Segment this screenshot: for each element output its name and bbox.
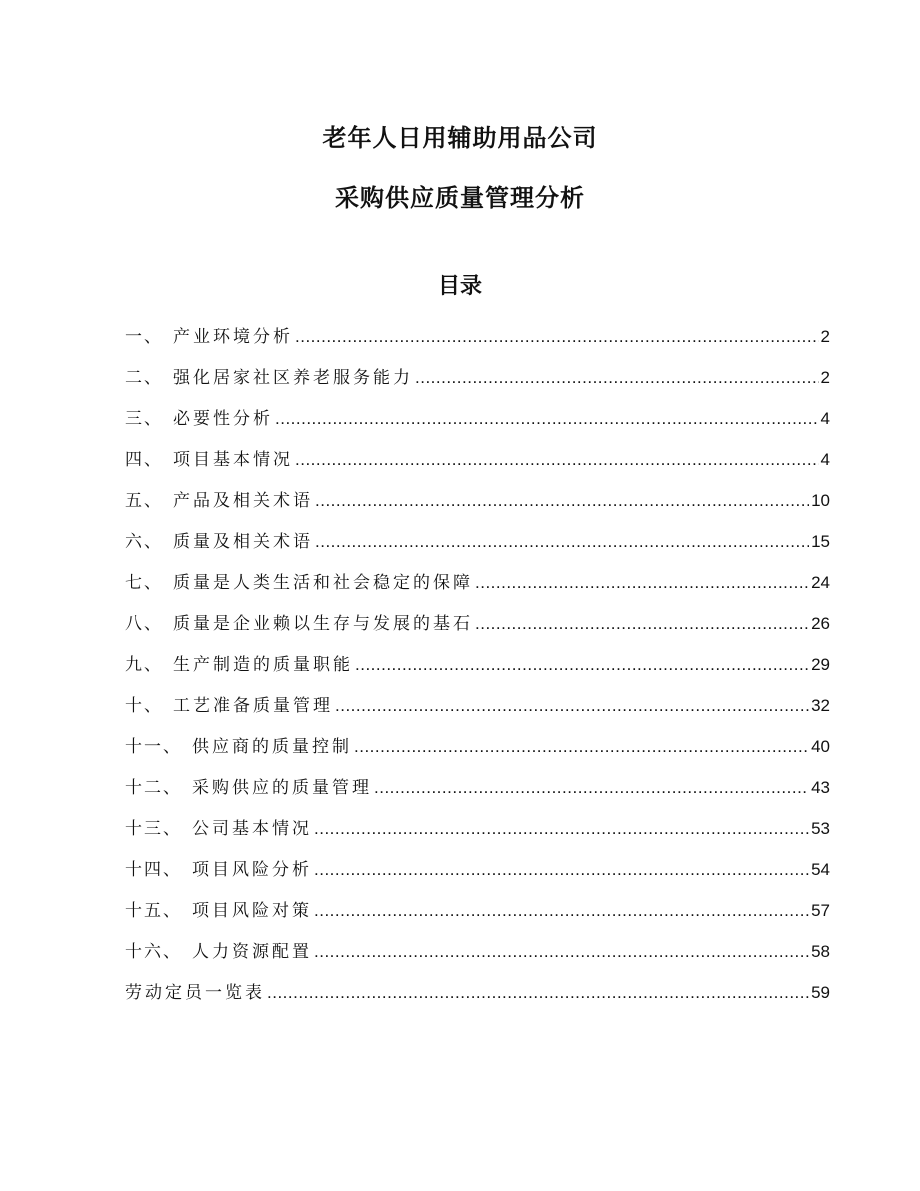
toc-entry[interactable] — [125, 691, 830, 732]
toc-entry-label: 产品及相关术语 — [173, 491, 313, 511]
toc-dot-leader — [315, 486, 809, 516]
toc-entry[interactable] — [125, 896, 830, 937]
toc-entry-label: 项目风险对策 — [192, 901, 312, 921]
toc-entry[interactable] — [125, 322, 830, 363]
toc-entry[interactable] — [125, 609, 830, 650]
toc-dot-leader — [355, 650, 809, 680]
toc-heading: 目录 — [437, 274, 482, 299]
toc-entry-page: 4 — [820, 409, 830, 428]
toc-entry-page: 58 — [811, 942, 830, 961]
toc-dot-leader — [354, 732, 809, 762]
toc-entry-number: 二、 — [125, 368, 163, 388]
toc-entry-page: 10 — [811, 491, 830, 510]
toc-entry[interactable] — [125, 527, 830, 568]
toc-entry-label: 质量及相关术语 — [173, 532, 313, 552]
toc-entry-number: 一、 — [125, 327, 163, 347]
toc-entry-number: 三、 — [125, 409, 163, 429]
toc-entry-label: 人力资源配置 — [192, 942, 312, 962]
toc-entry-label: 项目基本情况 — [173, 450, 293, 470]
toc-entry-page: 53 — [811, 819, 830, 838]
toc-entry-page: 40 — [811, 737, 830, 756]
toc-entry-label: 劳动定员一览表 — [125, 983, 265, 1003]
table-of-contents — [125, 322, 830, 1019]
toc-dot-leader — [314, 937, 809, 967]
toc-entry-label: 产业环境分析 — [173, 327, 293, 347]
toc-entry-page: 26 — [811, 614, 830, 633]
toc-entry-number: 六、 — [125, 532, 163, 552]
toc-entry-number: 八、 — [125, 614, 163, 634]
toc-dot-leader — [335, 691, 809, 721]
toc-entry-page: 43 — [811, 778, 830, 797]
toc-entry-page: 2 — [820, 368, 830, 387]
toc-entry[interactable] — [125, 404, 830, 445]
toc-entry-page: 24 — [811, 573, 830, 592]
toc-entry[interactable] — [125, 486, 830, 527]
toc-entry-label: 供应商的质量控制 — [192, 737, 352, 757]
toc-entry-number: 十五、 — [125, 901, 182, 921]
toc-entry-number: 十四、 — [125, 860, 182, 880]
toc-entry-number: 十一、 — [125, 737, 182, 757]
toc-entry[interactable] — [125, 855, 830, 896]
toc-entry-label: 公司基本情况 — [192, 819, 312, 839]
toc-dot-leader — [275, 404, 819, 434]
toc-entry-label: 必要性分析 — [173, 409, 273, 429]
document-title: 老年人日用辅助用品公司 — [322, 124, 598, 152]
document-subtitle: 采购供应质量管理分析 — [335, 184, 585, 212]
toc-entry-page: 4 — [820, 450, 830, 469]
toc-entry-label: 强化居家社区养老服务能力 — [173, 368, 413, 388]
toc-entry-label: 项目风险分析 — [192, 860, 312, 880]
toc-entry[interactable] — [125, 814, 830, 855]
toc-entry-number: 十六、 — [125, 942, 182, 962]
toc-dot-leader — [314, 896, 809, 926]
toc-entry[interactable] — [125, 650, 830, 691]
toc-entry[interactable] — [125, 363, 830, 404]
toc-entry-label: 质量是企业赖以生存与发展的基石 — [173, 614, 473, 634]
toc-entry-label: 质量是人类生活和社会稳定的保障 — [173, 573, 473, 593]
toc-dot-leader — [475, 568, 809, 598]
toc-entry-number: 十三、 — [125, 819, 182, 839]
toc-entry[interactable] — [125, 773, 830, 814]
toc-dot-leader — [315, 527, 809, 557]
toc-entry[interactable] — [125, 937, 830, 978]
toc-dot-leader — [314, 855, 809, 885]
toc-entry-number: 十、 — [125, 696, 163, 716]
toc-dot-leader — [415, 363, 819, 393]
toc-entry-page: 59 — [811, 983, 830, 1002]
toc-dot-leader — [475, 609, 809, 639]
toc-dot-leader — [314, 814, 809, 844]
toc-dot-leader — [267, 978, 809, 1008]
toc-entry-number: 五、 — [125, 491, 163, 511]
toc-entry-page: 54 — [811, 860, 830, 879]
toc-entry-label: 采购供应的质量管理 — [192, 778, 372, 798]
toc-entry-page: 29 — [811, 655, 830, 674]
toc-entry-page: 57 — [811, 901, 830, 920]
toc-entry-number: 七、 — [125, 573, 163, 593]
toc-entry[interactable] — [125, 978, 830, 1019]
toc-entry[interactable] — [125, 732, 830, 773]
toc-entry[interactable] — [125, 445, 830, 486]
toc-entry[interactable] — [125, 568, 830, 609]
toc-dot-leader — [374, 773, 809, 803]
toc-dot-leader — [295, 445, 819, 475]
toc-dot-leader — [295, 322, 819, 352]
toc-entry-number: 四、 — [125, 450, 163, 470]
toc-entry-number: 十二、 — [125, 778, 182, 798]
toc-entry-label: 工艺准备质量管理 — [173, 696, 333, 716]
toc-entry-number: 九、 — [125, 655, 163, 675]
toc-entry-label: 生产制造的质量职能 — [173, 655, 353, 675]
toc-entry-page: 15 — [811, 532, 830, 551]
toc-entry-page: 32 — [811, 696, 830, 715]
toc-entry-page: 2 — [820, 327, 830, 346]
